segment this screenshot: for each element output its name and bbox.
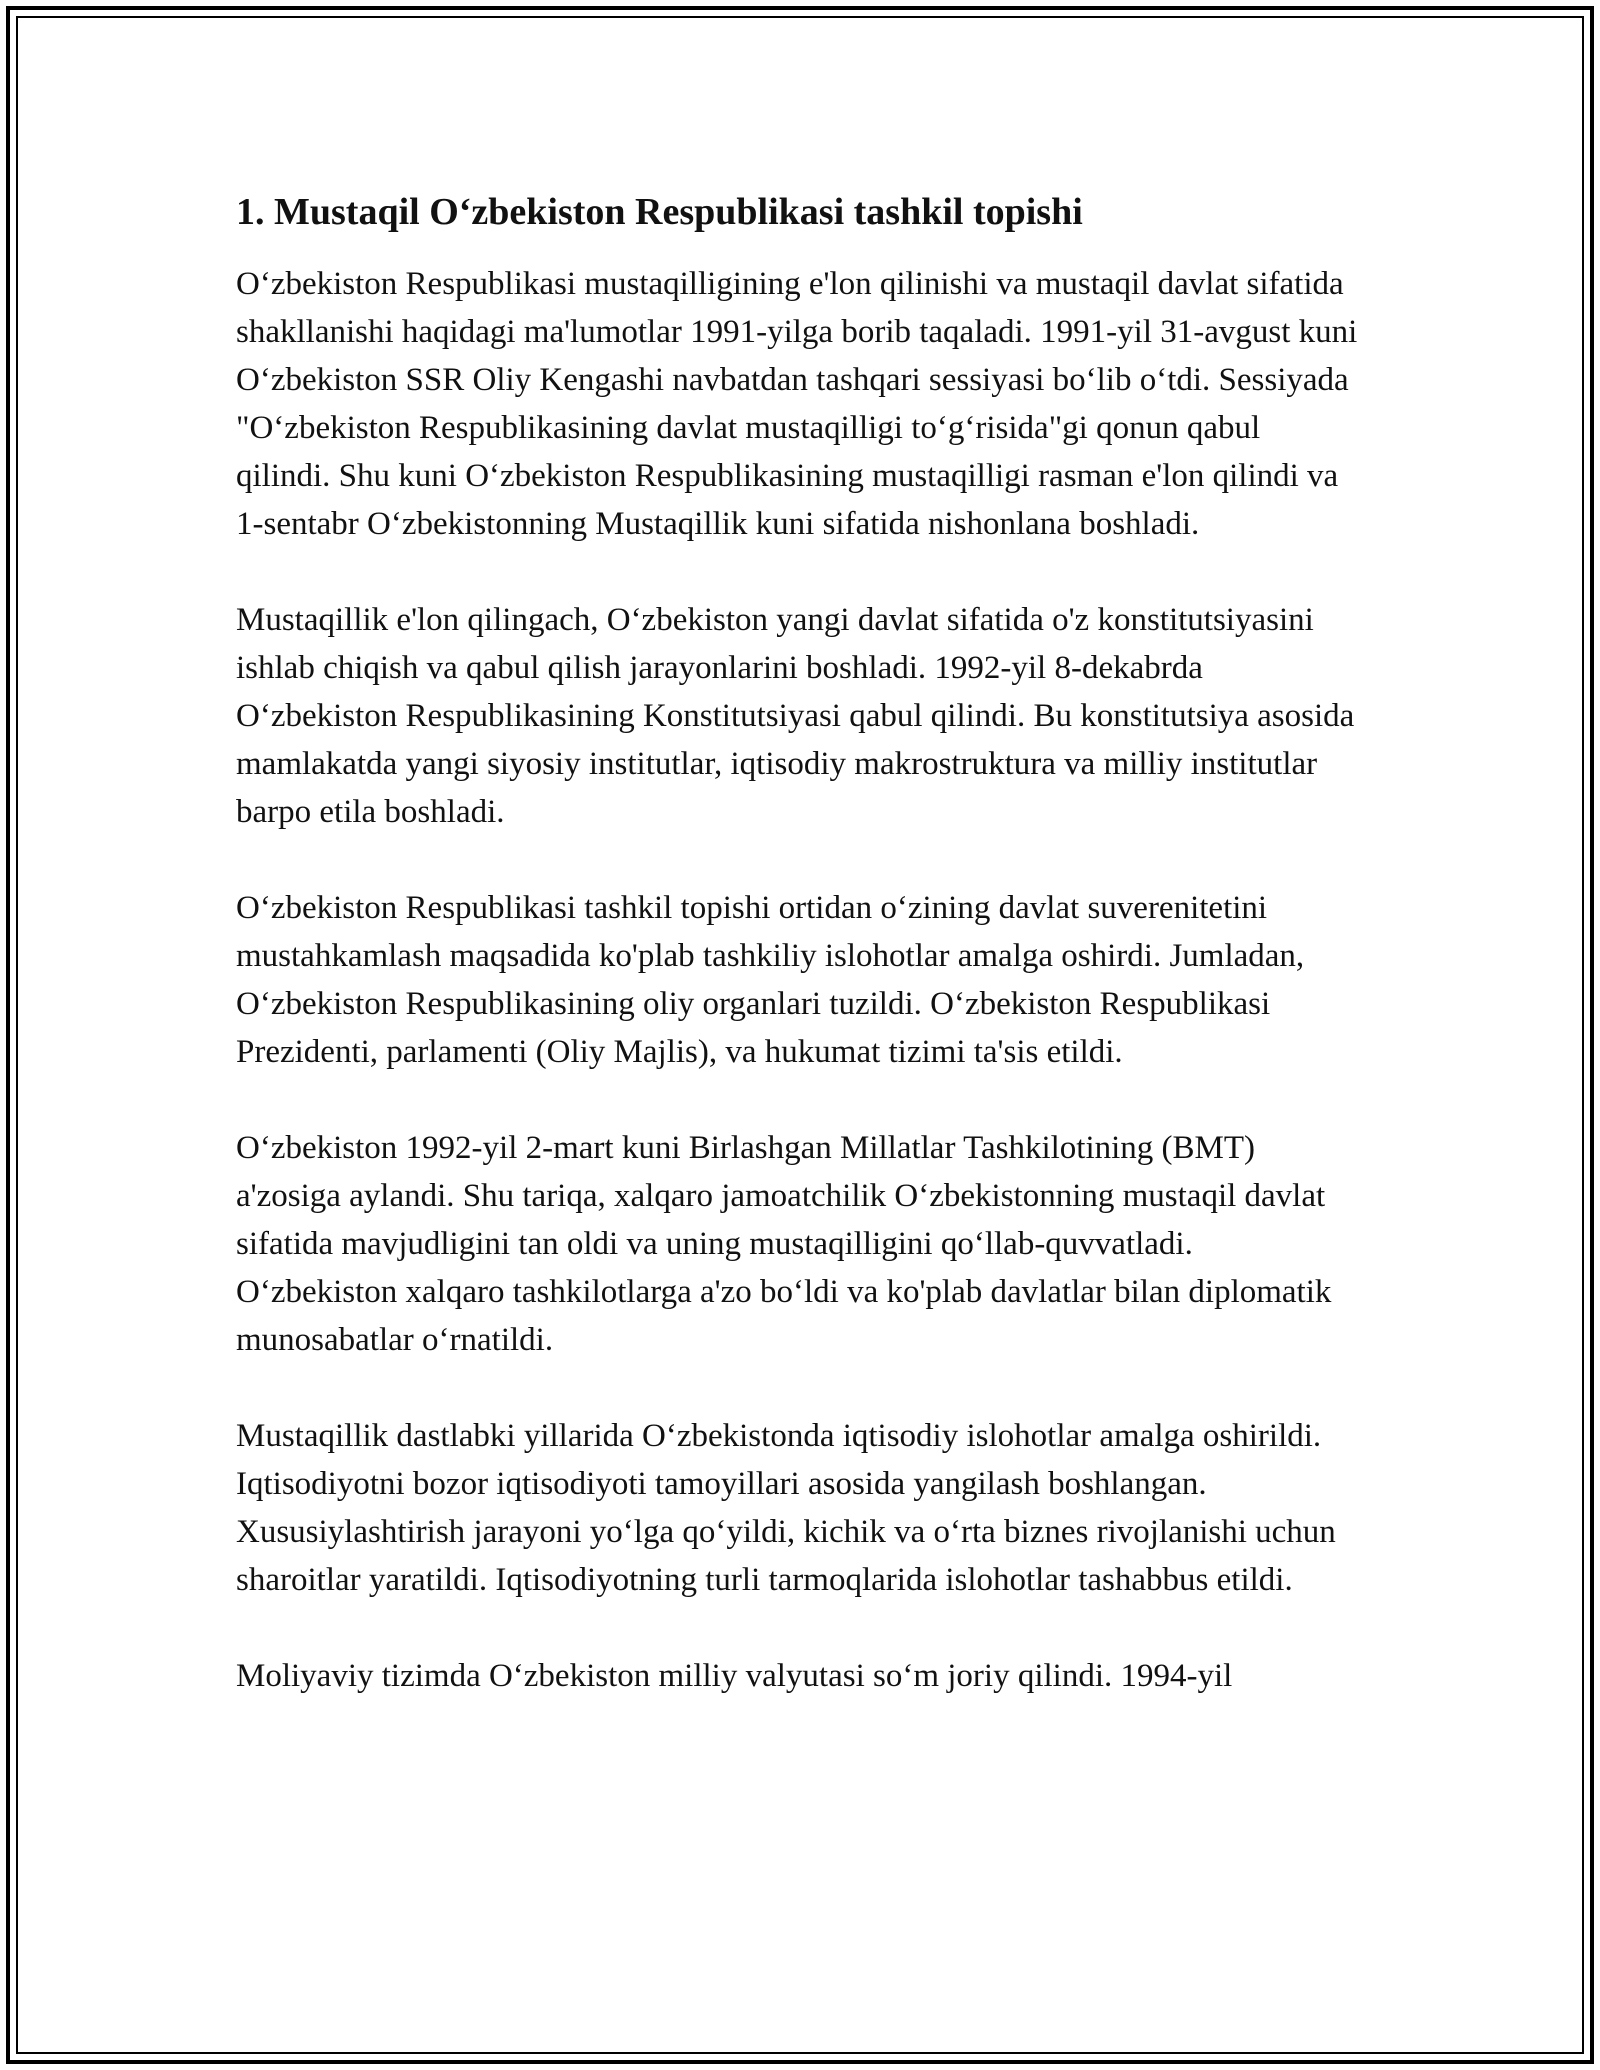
document-body [236,186,1360,1748]
paragraph-constitution: Mustaqillik e'lon qilingach, O‘zbekiston yangi davlat sifatida o'z konstitutsiyasini ishlab chiqish va qabul qilish jarayonlarini boshladi. 1992-yil 8-dekabrda O‘zbekiston Respublikasining Konstitutsiyasi qabul qilindi. Bu konstitutsiya asosida mamlakatda yangi siyosiy institutlar, iqtisodiy makrostruktura va milliy institutlar barpo etila boshladi. [236,602,1355,830]
paragraph-independence-declaration: O‘zbekiston Respublikasi mustaqilligining e'lon qilinishi va mustaqil davlat sifatida shakllanishi haqidagi ma'lumotlar 1991-yilga borib taqaladi. 1991-yil 31-avgust kuni O‘zbekiston SSR Oliy Kengashi navbatdan tashqari sessiyasi bo‘lib o‘tdi. Sessiyada "O‘zbekiston Respublikasining davlat mustaqilligi to‘g‘risida"gi qonun qabul qilindi. Shu kuni O‘zbekiston Respublikasining mustaqilligi rasman e'lon qilindi va 1-sentabr O‘zbekistonning Mustaqillik kuni sifatida nishonlana boshladi. [236,266,1358,542]
paragraph-state-institutions: O‘zbekiston Respublikasi tashkil topishi ortidan o‘zining davlat suverenitetini mustahkamlash maqsadida ko'plab tashkiliy islohotlar amalga oshirdi. Jumladan, O‘zbekiston Respublikasining oliy organlari tuzildi. O‘zbekiston Respublikasi Prezidenti, parlamenti (Oliy Majlis), va hukumat tizimi ta'sis etildi. [236,890,1305,1070]
section-heading: 1. Mustaqil O‘zbekiston Respublikasi tashkil topishi [236,191,1083,233]
paragraph-economic-reforms: Mustaqillik dastlabki yillarida O‘zbekistonda iqtisodiy islohotlar amalga oshirildi. Iqtisodiyotni bozor iqtisodiyoti tamoyillari asosida yangilash boshlangan. Xususiylashtirish jarayoni yo‘lga qo‘yildi, kichik va o‘rta biznes rivojlanishi uchun sharoitlar yaratildi. Iqtisodiyotning turli tarmoqlarida islohotlar tashabbus etildi. [236,1418,1336,1598]
paragraph-un-membership: O‘zbekiston 1992-yil 2-mart kuni Birlashgan Millatlar Tashkilotining (BMT) a'zosiga aylandi. Shu tariqa, xalqaro jamoatchilik O‘zbekistonning mustaqil davlat sifatida mavjudligini tan oldi va uning mustaqilligini qo‘llab-quvvatladi. O‘zbekiston xalqaro tashkilotlarga a'zo bo‘ldi va ko'plab davlatlar bilan diplomatik munosabatlar o‘rnatildi. [236,1130,1332,1358]
paragraph-national-currency: Moliyaviy tizimda O‘zbekiston milliy valyutasi so‘m joriy qilindi. 1994-yil [236,1658,1233,1694]
